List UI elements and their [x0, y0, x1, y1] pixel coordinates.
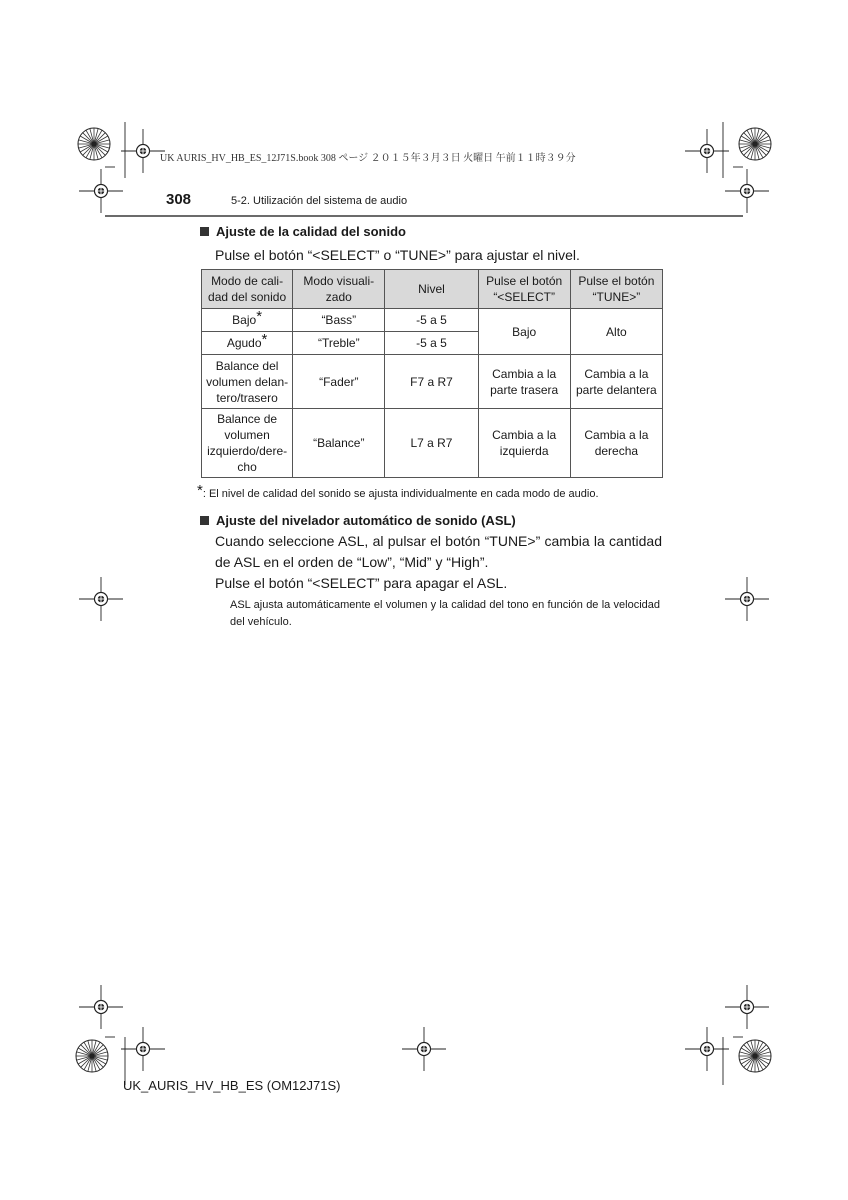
- registration-mark: [79, 985, 123, 1029]
- table-cell: Balance de volumen izquierdo/dere- cho: [202, 409, 293, 478]
- header-cell: Pulse el botón “<SELECT”: [478, 270, 570, 309]
- sound-quality-heading-text: Ajuste de la calidad del sonido: [216, 224, 406, 239]
- table-cell: [202, 332, 293, 355]
- page-number: 308: [166, 191, 192, 208]
- registration-mark: [121, 129, 165, 173]
- registration-mark: [121, 1027, 165, 1071]
- header-cell: Modo de cali- dad del sonido: [202, 270, 293, 309]
- asl-note: ASL ajusta automáticamente el volumen y la calidad del tono en función de la velocidad del vehículo.: [230, 599, 660, 628]
- footnote-text: : El nivel de calidad del sonido se ajusta individualmente en cada modo de audio.: [202, 488, 599, 500]
- document-code: UK_AURIS_HV_HB_ES (OM12J71S): [123, 1078, 341, 1093]
- table-row: [202, 355, 663, 409]
- crop-rosette-bottom-left: [76, 1040, 108, 1072]
- table-cell: Balance del volumen delan- tero/trasero: [202, 355, 293, 409]
- asl-paragraph: Cuando seleccione ASL, al pulsar el botón “TUNE>” cambia la cantidad de ASL en el orden de “Low”, “Mid” y “High”.: [215, 533, 662, 570]
- table-cell: L7 a R7: [385, 409, 478, 478]
- asl-heading-text: Ajuste del nivelador automático de sonido (ASL): [216, 513, 516, 528]
- asl-heading: [200, 513, 516, 528]
- registration-mark: [725, 577, 769, 621]
- table-cell: “Treble”: [293, 332, 385, 355]
- bullet-square-icon: [200, 516, 209, 525]
- registration-mark: [79, 169, 123, 213]
- registration-mark: [725, 169, 769, 213]
- header-cell: Modo visuali- zado: [293, 270, 385, 309]
- sound-quality-table: [201, 269, 663, 478]
- table-row: [202, 409, 663, 478]
- table-cell: Cambia a la parte delantera: [570, 355, 662, 409]
- table-cell: “Balance”: [293, 409, 385, 478]
- table-cell: Cambia a la parte trasera: [478, 355, 570, 409]
- cell-text: Bajo: [232, 313, 257, 327]
- table-row: [202, 309, 663, 332]
- table-footnote: [197, 482, 599, 500]
- cell-text: Agudo: [226, 336, 262, 350]
- header-cell: Pulse el botón “TUNE>”: [570, 270, 662, 309]
- sound-quality-heading: [200, 224, 406, 239]
- table-header-row: [202, 270, 663, 309]
- table-cell: Cambia a la izquierda: [478, 409, 570, 478]
- registration-mark: [685, 129, 729, 173]
- header-cell: Nivel: [385, 270, 478, 309]
- table-cell: Bajo: [478, 309, 570, 355]
- table-cell: “Fader”: [293, 355, 385, 409]
- bullet-square-icon: [200, 227, 209, 236]
- table-cell: -5 a 5: [385, 309, 478, 332]
- table-cell: -5 a 5: [385, 332, 478, 355]
- sound-quality-instruction: Pulse el botón “<SELECT” o “TUNE>” para ajustar el nivel.: [215, 247, 580, 263]
- registration-mark: [725, 985, 769, 1029]
- table-cell: Alto: [570, 309, 662, 355]
- registration-mark: [685, 1027, 729, 1071]
- table-cell: F7 a R7: [385, 355, 478, 409]
- crop-rosette-top-left: [78, 128, 110, 160]
- registration-mark: [79, 577, 123, 621]
- footnote-marker: *: [261, 331, 268, 348]
- asl-paragraph: Pulse el botón “<SELECT” para apagar el ASL.: [215, 575, 508, 591]
- crop-rosette-bottom-right: [739, 1040, 771, 1072]
- footnote-marker: *: [197, 482, 203, 499]
- header-rule: [105, 215, 743, 217]
- crop-rosette-top-right: [739, 128, 771, 160]
- registration-mark: [402, 1027, 446, 1071]
- footnote-marker: *: [256, 308, 263, 325]
- table-cell: Cambia a la derecha: [570, 409, 662, 478]
- print-header: UK AURIS_HV_HB_ES_12J71S.book 308 ページ ２０１５年３月３日 火曜日 午前１１時３９分: [160, 153, 576, 164]
- table-cell: “Bass”: [293, 309, 385, 332]
- section-title: 5-2. Utilización del sistema de audio: [231, 195, 408, 207]
- table-cell: [202, 309, 293, 332]
